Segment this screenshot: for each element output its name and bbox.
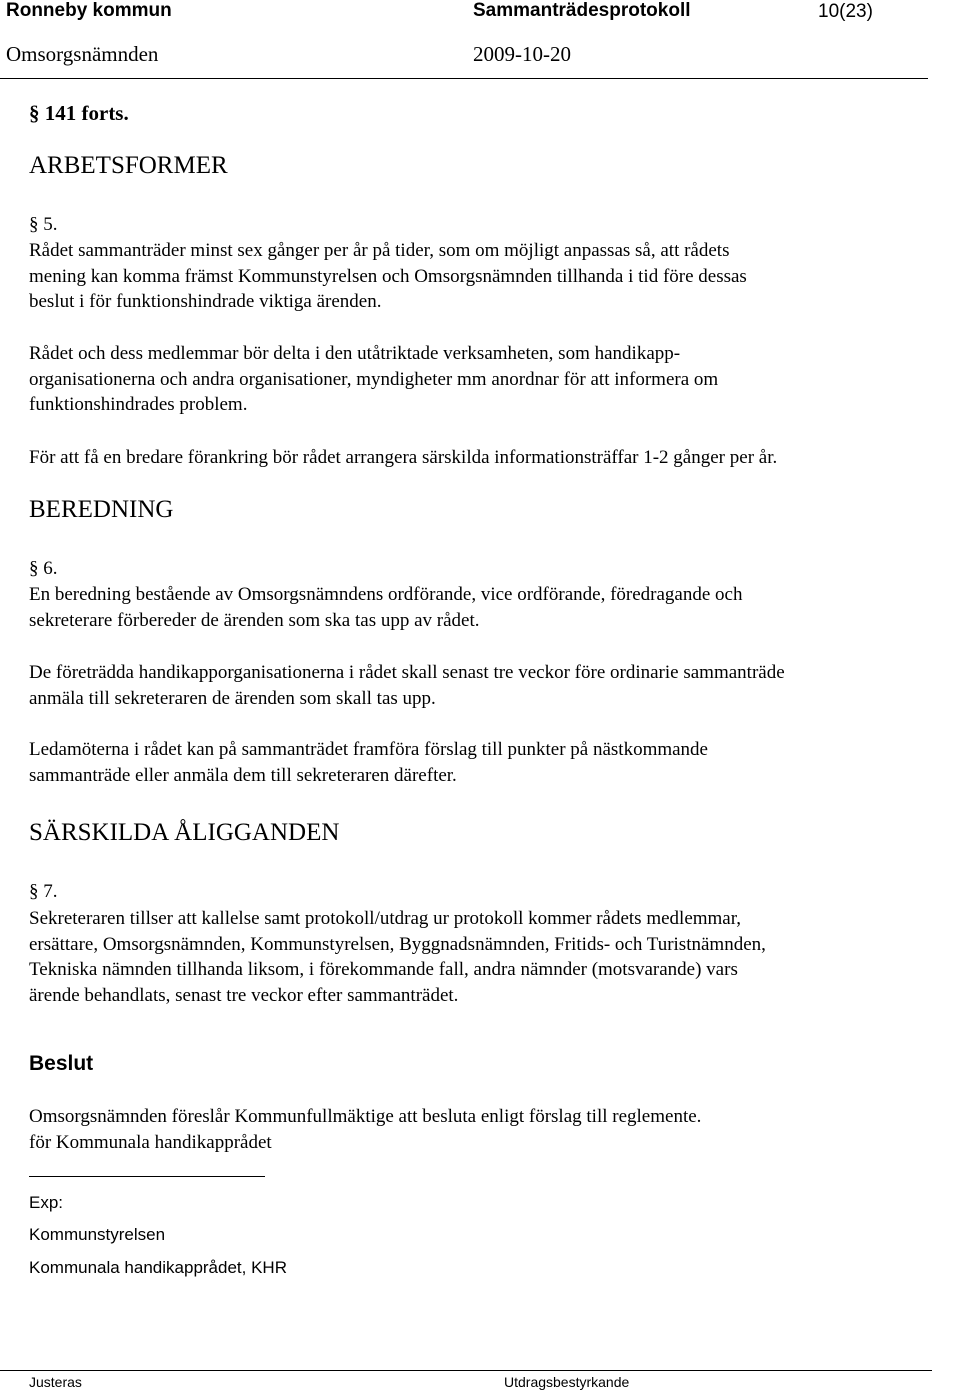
section-reference: § 141 forts. <box>29 101 129 125</box>
text-line: Rådet och dess medlemmar bör delta i den utåtriktade verksamheten, som handikapp- <box>29 343 681 364</box>
header-municipality: Ronneby kommun <box>6 0 172 21</box>
text-line: De företrädda handikapporganisationerna i rådet skall senast tre veckor före ordinarie sammanträde <box>29 662 785 683</box>
beredning-paragraph-1 <box>29 582 934 633</box>
beslut-text <box>29 1104 934 1155</box>
text-line: Omsorgsnämnden föreslår Kommunfullmäktige att besluta enligt förslag till reglemente. <box>29 1106 702 1127</box>
heading-sarskilda-aligganden: SÄRSKILDA ÅLIGGANDEN <box>29 819 340 846</box>
exp-label: Exp: <box>29 1193 64 1212</box>
header-date: 2009-10-20 <box>473 42 571 66</box>
arbetsformer-paragraph-3 <box>29 445 934 471</box>
header-doc-type: Sammanträdesprotokoll <box>473 0 691 21</box>
text-line: ersättare, Omsorgsnämnden, Kommunstyrelsen, Byggnadsnämnden, Fritids- och Turistnämnden, <box>29 933 766 955</box>
beredning-paragraph-3 <box>29 737 934 788</box>
arbetsformer-paragraph-1 <box>29 238 934 315</box>
signature-line <box>29 1176 265 1177</box>
text-line: En beredning bestående av Omsorgsnämndens ordförande, vice ordförande, föredragande och <box>29 584 743 605</box>
arbetsformer-paragraph-2 <box>29 341 934 418</box>
beredning-paragraph-2 <box>29 660 934 711</box>
header-rule <box>0 78 928 79</box>
text-line: för Kommunala handikapprådet <box>29 1131 272 1153</box>
text-line: beslut i för funktionshindrade viktiga ärenden. <box>29 291 382 312</box>
text-line: ärende behandlats, senast tre veckor efter sammanträdet. <box>29 984 459 1006</box>
footer-utdragsbestyrkande: Utdragsbestyrkande <box>504 1374 630 1390</box>
text-line: organisationerna och andra organisationer, myndigheter mm anordnar för att informera om <box>29 368 719 390</box>
text-line: anmäla till sekreteraren de ärenden som skall tas upp. <box>29 687 436 709</box>
text-line: Rådet sammanträder minst sex gånger per år på tider, som om möjligt anpassas så, att rådets <box>29 240 730 261</box>
text-line: Ledamöterna i rådet kan på sammanträdet framföra förslag till punkter på nästkommande <box>29 739 708 760</box>
header-page-number: 10(23) <box>818 1 873 22</box>
sarskilda-paragraph-1 <box>29 906 934 1008</box>
text-line: sammanträde eller anmäla dem till sekreteraren därefter. <box>29 764 457 786</box>
text-line: För att få en bredare förankring bör rådet arrangera särskilda informationsträffar 1-2 gånger per år. <box>29 447 778 468</box>
exp-recipient: Kommunala handikapprådet, KHR <box>29 1258 287 1277</box>
text-line: funktionshindrades problem. <box>29 394 248 415</box>
text-line: Sekreteraren tillser att kallelse samt protokoll/utdrag ur protokoll kommer rådets medlemmar, <box>29 908 742 929</box>
paragraph-number-5: § 5. <box>29 214 58 235</box>
footer-rule <box>0 1370 932 1371</box>
header-committee: Omsorgsnämnden <box>6 42 159 66</box>
heading-beslut: Beslut <box>29 1052 94 1075</box>
paragraph-number-7: § 7. <box>29 881 58 902</box>
exp-recipient: Kommunstyrelsen <box>29 1225 166 1244</box>
heading-arbetsformer: ARBETSFORMER <box>29 152 228 179</box>
footer-justeras: Justeras <box>29 1374 82 1390</box>
text-line: mening kan komma främst Kommunstyrelsen och Omsorgsnämnden tillhanda i tid före dessas <box>29 265 747 287</box>
heading-beredning: BEREDNING <box>29 496 174 523</box>
text-line: Tekniska nämnden tillhanda liksom, i förekommande fall, andra nämnder (motsvarande) vars <box>29 959 738 980</box>
paragraph-number-6: § 6. <box>29 558 58 579</box>
text-line: sekreterare förbereder de ärenden som ska tas upp av rådet. <box>29 609 480 631</box>
